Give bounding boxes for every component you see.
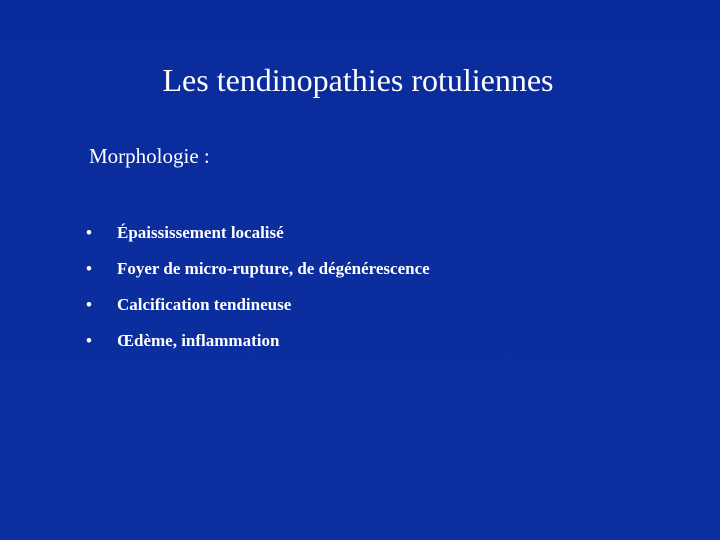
bullet-text: Calcification tendineuse: [117, 295, 292, 314]
bullet-glyph: •: [86, 295, 92, 314]
bullet-item: [86, 295, 430, 331]
bullet-item: [86, 223, 430, 259]
bullet-list: [86, 223, 430, 367]
bullet-text: Foyer de micro-rupture, de dégénérescence: [117, 259, 430, 278]
bullet-glyph: •: [86, 223, 92, 242]
slide-title: Les tendinopathies rotuliennes: [162, 62, 554, 98]
bullet-text: Épaississement localisé: [117, 223, 284, 242]
bullet-glyph: •: [86, 259, 92, 278]
bullet-glyph: •: [86, 331, 92, 350]
bullet-text: Œdème, inflammation: [117, 331, 280, 350]
bullet-item: [86, 259, 430, 295]
bullet-item: [86, 331, 430, 367]
slide-subtitle: Morphologie :: [89, 144, 210, 168]
